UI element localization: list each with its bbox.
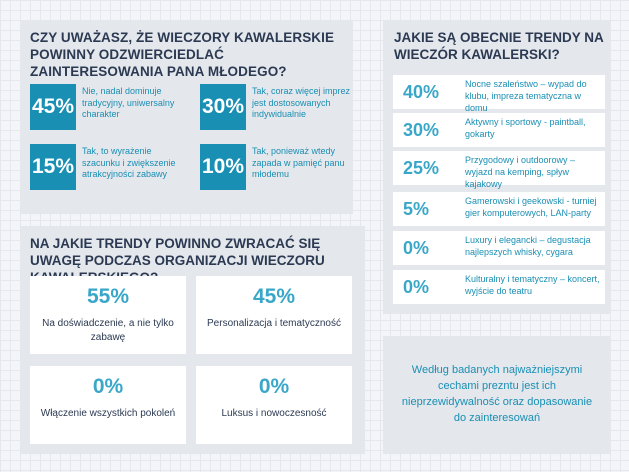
answer-text: Tak, to wyrażenie szacunku i zwiększenie atrakcyjności zabawy bbox=[82, 146, 176, 180]
answer-card bbox=[200, 84, 350, 130]
summary-note: Według badanych najważniejszymi cechami prezntu jest ich nieprzewidywalność oraz dopasowanie do zainteresowań bbox=[401, 364, 593, 424]
trend-row bbox=[393, 231, 605, 265]
trend-row bbox=[393, 113, 605, 147]
survey-panel-preferences bbox=[20, 20, 353, 214]
answer-card bbox=[200, 144, 350, 190]
panel-title: CZY UWAŻASZ, ŻE WIECZORY KAWALERSKIE POWINNY ODZWIERCIEDLAĆ ZAINTERESOWANIA PANA MŁODEGO? bbox=[30, 30, 335, 79]
trend-card bbox=[196, 276, 352, 354]
trend-text: Aktywny i sportowy - paintball, gokarty bbox=[465, 117, 586, 140]
panel-title: JAKIE SĄ OBECNIE TRENDY NA WIECZÓR KAWALERSKI? bbox=[394, 30, 604, 62]
trend-label: Personalizacja i tematyczność bbox=[207, 318, 341, 329]
trend-percent: 0% bbox=[403, 237, 430, 258]
trend-percent: 55% bbox=[86, 285, 130, 308]
trend-card bbox=[30, 366, 186, 444]
answer-percent: 45% bbox=[30, 84, 76, 130]
summary-panel bbox=[383, 336, 611, 454]
trend-row bbox=[393, 151, 605, 190]
trend-text: Nocne szaleństwo – wypad do klubu, impreza tematyczna w domu bbox=[465, 79, 587, 114]
trend-percent: 40% bbox=[403, 81, 440, 102]
answer-card bbox=[30, 84, 180, 130]
answer-percent: 15% bbox=[30, 144, 76, 190]
trend-percent: 5% bbox=[403, 198, 430, 219]
trend-percent: 45% bbox=[252, 285, 296, 308]
trend-label: Luksus i nowoczesność bbox=[221, 408, 327, 419]
survey-panel-current-trends bbox=[383, 20, 611, 314]
answer-card bbox=[30, 144, 180, 190]
answer-text: Tak, ponieważ wtedy zapada w pamięć panu młodemu bbox=[252, 146, 345, 180]
trend-card bbox=[30, 276, 186, 354]
trend-percent: 0% bbox=[92, 375, 124, 398]
trend-row bbox=[393, 270, 605, 304]
panel-title: NA JAKIE TRENDY POWINNO ZWRACAĆ SIĘ UWAGĘ PODCZAS ORGANIZACJI WIECZORU bbox=[30, 236, 325, 268]
trend-text: Gamerowski i geekowski - turniej gier komputerowych, LAN-party bbox=[465, 196, 597, 219]
trend-text: Kulturalny i tematyczny – koncert, wyjście do teatru bbox=[465, 274, 600, 297]
trend-row bbox=[393, 75, 605, 114]
trend-text: Luxury i elegancki – degustacja najlepszych whisky, cygara bbox=[465, 235, 591, 258]
trend-card bbox=[196, 366, 352, 444]
trend-percent: 0% bbox=[258, 375, 290, 398]
answer-percent: 30% bbox=[200, 84, 246, 130]
answer-text: Nie, nadal dominuje tradycyjny, uniwersalny charakter bbox=[82, 86, 175, 120]
trend-row bbox=[393, 192, 605, 226]
trend-percent: 30% bbox=[403, 119, 440, 140]
answer-text: Tak, coraz więcej imprez jest dostosowanych indywidualnie bbox=[252, 86, 351, 120]
trend-percent: 25% bbox=[403, 157, 440, 178]
trend-text: Przygodowy i outdoorowy – wyjazd na kemping, spływ kajakowy bbox=[465, 155, 576, 190]
answer-percent: 10% bbox=[200, 144, 246, 190]
trend-label: Na doświadczenie, a nie tylko zabawę bbox=[42, 318, 174, 343]
trend-percent: 0% bbox=[403, 276, 430, 297]
survey-panel-trends-to-watch bbox=[20, 226, 365, 454]
trend-label: Włączenie wszystkich pokoleń bbox=[40, 408, 176, 419]
